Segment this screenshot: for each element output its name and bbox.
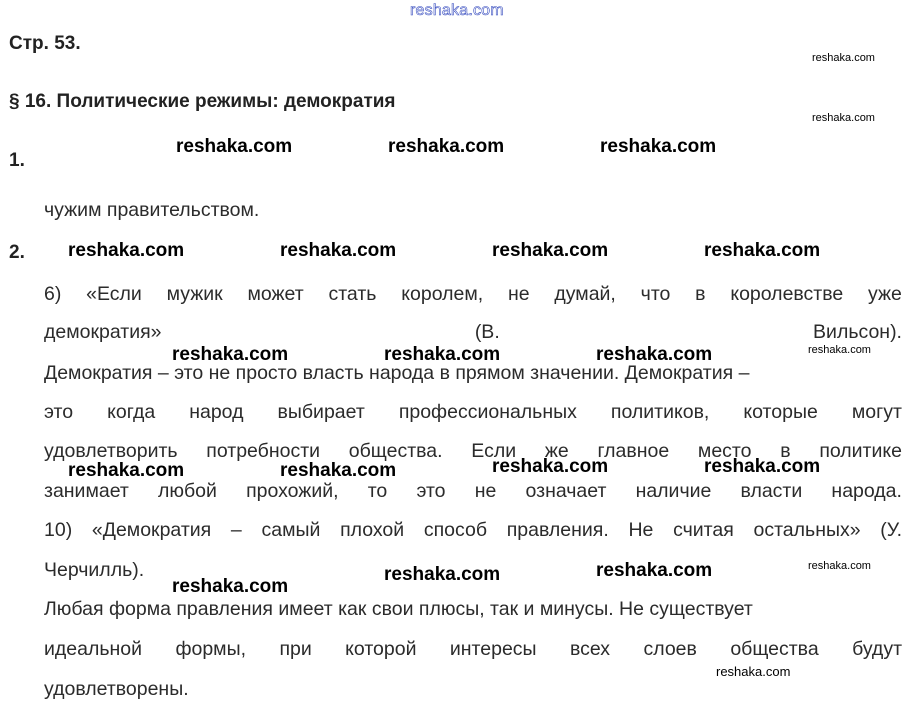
watermark: reshaka.com xyxy=(384,344,501,365)
word: выбирает xyxy=(277,401,365,423)
word: народ xyxy=(189,401,244,423)
word: потребности xyxy=(206,440,321,462)
word: же xyxy=(544,440,569,462)
watermark: reshaka.com xyxy=(812,52,875,64)
watermark: reshaka.com xyxy=(280,460,397,481)
word: стать xyxy=(328,283,377,305)
word: «Если xyxy=(86,283,142,305)
watermark: reshaka.com xyxy=(388,136,505,157)
task-2-line-10 xyxy=(44,637,902,661)
word: любой xyxy=(158,480,217,502)
word: остальных» xyxy=(753,519,861,541)
word: которые xyxy=(743,401,818,423)
word: народа. xyxy=(831,480,902,502)
word: при xyxy=(279,638,312,660)
word: место xyxy=(697,440,752,462)
watermark: reshaka.com xyxy=(596,560,713,581)
word: «Демократия xyxy=(91,519,212,541)
task-2-line-4 xyxy=(44,400,902,424)
task-2-line-9: Любая форма правления имеет как свои плюсы, так и минусы. Не существует xyxy=(44,598,753,620)
task-1-text: чужим правительством. xyxy=(44,199,260,221)
task-2-line-7 xyxy=(44,518,902,542)
word: самый xyxy=(261,519,321,541)
word: всех xyxy=(570,638,611,660)
word: Вильсон). xyxy=(813,321,902,343)
word: в xyxy=(695,283,706,305)
watermark: reshaka.com xyxy=(600,136,717,157)
word: считая xyxy=(673,519,734,541)
word: наличие xyxy=(635,480,712,502)
word: могут xyxy=(851,401,902,423)
site-brand-header[interactable]: reshaka.com xyxy=(410,2,504,19)
word: демократия» xyxy=(44,321,162,343)
task-2-line-3: Демократия – это не просто власть народа в прямом значении. Демократия – xyxy=(44,362,750,384)
word: способ xyxy=(423,519,488,541)
watermark: reshaka.com xyxy=(808,344,871,356)
word: 6) xyxy=(44,283,62,305)
word: занимает xyxy=(44,480,129,502)
word: это xyxy=(44,401,74,423)
word: что xyxy=(640,283,671,305)
word: идеальной xyxy=(44,638,143,660)
watermark: reshaka.com xyxy=(68,240,185,261)
word: – xyxy=(230,519,242,541)
word: правления. xyxy=(506,519,609,541)
watermark: reshaka.com xyxy=(176,136,293,157)
word: может xyxy=(247,283,304,305)
word: политике xyxy=(819,440,902,462)
watermark: reshaka.com xyxy=(384,564,501,585)
word: удовлетворить xyxy=(44,440,178,462)
watermark: reshaka.com xyxy=(716,664,791,679)
word: не xyxy=(507,283,530,305)
watermark: reshaka.com xyxy=(492,240,609,261)
word: (У. xyxy=(880,519,902,541)
watermark: reshaka.com xyxy=(172,576,289,597)
task-2-number: 2. xyxy=(9,242,25,263)
word: это xyxy=(416,480,446,502)
word: королевстве xyxy=(730,283,844,305)
word: слоев xyxy=(643,638,697,660)
word: формы, xyxy=(175,638,247,660)
word: в xyxy=(780,440,791,462)
word: общества xyxy=(730,638,819,660)
word: не xyxy=(474,480,497,502)
word: интересы xyxy=(449,638,537,660)
word: общества. xyxy=(348,440,443,462)
task-2-line-8: Черчилль). xyxy=(44,559,145,581)
word: когда xyxy=(107,401,156,423)
watermark: reshaka.com xyxy=(492,456,609,477)
watermark: reshaka.com xyxy=(68,460,185,481)
watermark: reshaka.com xyxy=(596,344,713,365)
watermark: reshaka.com xyxy=(172,344,289,365)
watermark: reshaka.com xyxy=(808,560,871,572)
section-title: § 16. Политические режимы: демократия xyxy=(9,91,396,112)
word: означает xyxy=(525,480,607,502)
task-1-number: 1. xyxy=(9,150,25,171)
watermark: reshaka.com xyxy=(704,240,821,261)
word: королем, xyxy=(401,283,484,305)
task-2-line-1 xyxy=(44,282,902,306)
word: прохожий, xyxy=(246,480,339,502)
word: профессиональных xyxy=(398,401,577,423)
watermark: reshaka.com xyxy=(280,240,397,261)
word: Не xyxy=(628,519,654,541)
task-2-line-2 xyxy=(44,320,902,344)
task-2-line-11: удовлетворены. xyxy=(44,678,189,700)
word: 10) xyxy=(44,519,73,541)
word: мужик xyxy=(166,283,223,305)
word: Если xyxy=(471,440,517,462)
task-2-line-6 xyxy=(44,479,902,503)
word: будут xyxy=(852,638,902,660)
word: которой xyxy=(345,638,417,660)
word: главное xyxy=(597,440,670,462)
word: уже xyxy=(868,283,902,305)
page-reference: Стр. 53. xyxy=(9,33,81,54)
word: плохой xyxy=(340,519,405,541)
word: (В. xyxy=(474,321,500,343)
watermark: reshaka.com xyxy=(704,456,821,477)
word: политиков, xyxy=(610,401,710,423)
watermark: reshaka.com xyxy=(812,112,875,124)
word: то xyxy=(367,480,388,502)
word: власти xyxy=(740,480,803,502)
word: думай, xyxy=(554,283,616,305)
